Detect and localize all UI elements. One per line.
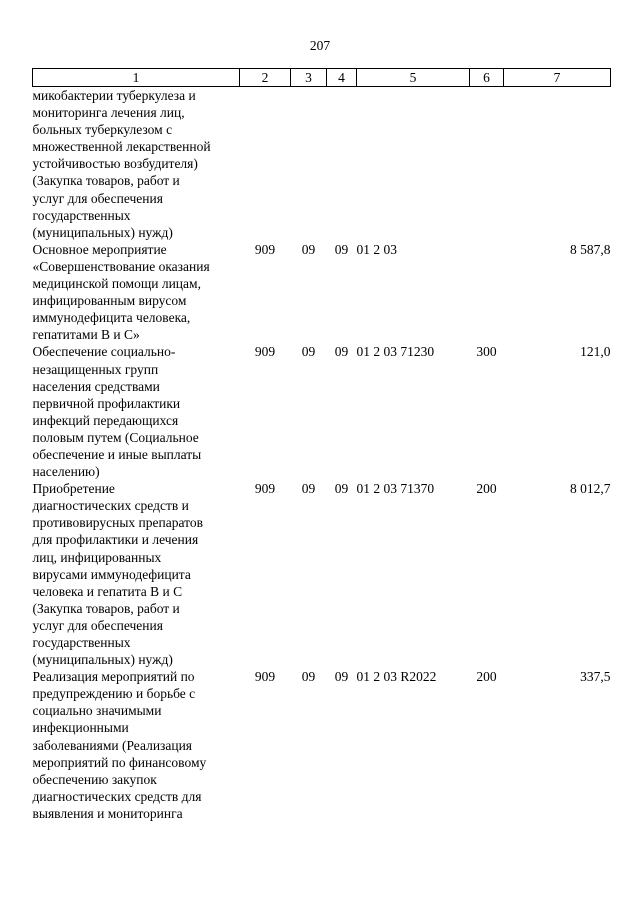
table-row [33,343,611,480]
col-header-3: 3 [291,69,327,87]
target-article-code [357,87,470,241]
page-number: 207 [309,38,331,53]
description-line: диагностических средств и [32,498,189,514]
description-line: первичной профилактики [32,395,181,411]
section-code: 09 [301,481,316,497]
description-line: выявления и мониторинга [32,805,183,821]
expense-type-code [470,241,504,344]
row-description [33,668,240,822]
description-line: (муниципальных) нужд) [32,224,173,240]
target-article-code: 01 2 03 71230 [356,344,435,360]
amount: 8 012,7 [570,481,611,497]
amount: 121,0 [580,344,611,360]
row-description [33,480,240,668]
description-line: инфекций передающихся [32,412,179,428]
description-line: инфицированным вирусом [32,293,187,309]
section-code [291,87,327,241]
description-line: устойчивостью возбудителя) [32,156,198,172]
description-line: инфекционными [32,720,129,736]
description-line: услуг для обеспечения [32,190,163,206]
description-line: половым путем (Социальное [32,429,199,445]
amount: 337,5 [580,669,611,685]
col-header-7: 7 [504,69,611,87]
col-header-4: 4 [327,69,357,87]
col-header-5: 5 [357,69,470,87]
description-line: «Совершенствование оказания [32,258,210,274]
description-line: больных туберкулезом с [32,122,173,138]
description-line: множественной лекарственной [32,139,211,155]
description-line: гепатитами В и С» [32,327,140,343]
target-article-code: 01 2 03 71370 [356,481,435,497]
table-row [33,480,611,668]
description-line: Основное мероприятие [32,241,167,257]
description-line: медицинской помощи лицам, [32,276,201,292]
section-code: 09 [301,344,316,360]
row-description [33,241,240,344]
description-line: населения средствами [32,378,160,394]
budget-table [32,68,611,822]
ministry-code [240,87,291,241]
description-line: (муниципальных) нужд) [32,652,173,668]
description-line: диагностических средств для [32,788,202,804]
ministry-code: 909 [254,241,276,257]
description-line: обеспечение и иные выплаты [32,446,202,462]
description-line: микобактерии туберкулеза и [32,88,196,103]
target-article-code: 01 2 03 R2022 [356,669,437,685]
description-line: противовирусных препаратов [32,515,203,531]
subsection-code: 09 [334,481,349,497]
col-header-6: 6 [470,69,504,87]
subsection-code: 09 [334,344,349,360]
subsection-code: 09 [334,241,349,257]
description-line: Приобретение [32,481,115,497]
col-header-2: 2 [240,69,291,87]
section-code: 09 [301,669,316,685]
subsection-code: 09 [334,669,349,685]
description-line: государственных [32,635,131,650]
row-description [33,343,240,480]
table-row [33,241,611,344]
description-line: человека и гепатита В и С [32,583,183,599]
description-line: (Закупка товаров, работ и [32,173,180,189]
description-line: государственных [32,207,131,223]
description-line: незащищенных групп [32,361,159,377]
description-line: заболеваниями (Реализация [32,737,193,753]
col-header-1: 1 [33,69,240,87]
table-row [33,87,611,241]
expense-type-code: 200 [476,669,497,685]
description-line: обеспечению закупок [32,771,157,787]
description-line: лиц, инфицированных [32,549,162,565]
header-row [33,69,611,87]
description-line: мониторинга лечения лиц, [32,105,185,121]
description-line: предупреждению и борьбе с [32,686,196,702]
ministry-code: 909 [254,481,276,497]
amount [504,87,611,241]
description-line: населению) [32,464,100,480]
expense-type-code: 200 [476,481,497,497]
amount: 8 587,8 [570,241,611,257]
target-article-code: 01 2 03 [356,241,397,257]
subsection-code [327,87,357,241]
description-line: Обеспечение социально- [32,344,176,360]
description-line: (Закупка товаров, работ и [32,600,180,616]
description-line: социально значимыми [32,703,162,719]
table-row [33,668,611,822]
description-line: услуг для обеспечения [32,617,163,633]
ministry-code: 909 [254,669,276,685]
description-line: Реализация мероприятий по [32,669,195,685]
description-line: вирусами иммунодефицита [32,566,191,582]
expense-type-code [470,87,504,241]
ministry-code: 909 [254,344,276,360]
row-description [33,87,240,241]
description-line: иммунодефицита человека, [32,310,191,326]
section-code: 09 [301,241,316,257]
expense-type-code: 300 [476,344,497,360]
description-line: для профилактики и лечения [32,532,199,548]
description-line: мероприятий по финансовому [32,754,207,770]
